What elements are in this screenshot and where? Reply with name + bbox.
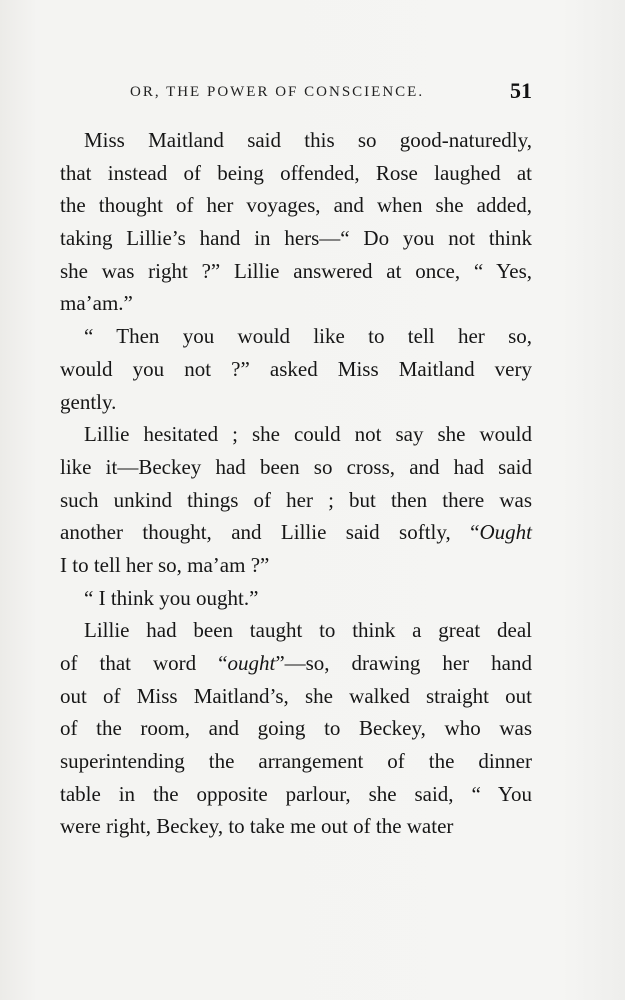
text-line: out of Miss Maitland’s, she walked straight out — [60, 683, 532, 708]
text-line: Lillie hesitated ; she could not say she would — [84, 422, 532, 447]
text-line: the thought of her voyages, and when she added, — [60, 193, 532, 218]
text-line: ma’am.” — [60, 291, 133, 316]
running-head: OR, THE POWER OF CONSCIENCE. — [130, 84, 425, 100]
text-line: “ I think you ought.” — [84, 585, 259, 610]
text-line: like it—Beckey had been so cross, and had said — [60, 454, 532, 479]
italic-word: ought — [227, 651, 276, 675]
text-line: of the room, and going to Beckey, who was — [60, 716, 532, 741]
text-line — [60, 647, 532, 680]
text-line: table in the opposite parlour, she said, “ You — [60, 781, 532, 806]
text-line: Miss Maitland said this so good-naturedly, — [84, 128, 532, 152]
text-segment: ”—so, drawing her hand — [275, 651, 532, 675]
body-text — [60, 124, 532, 843]
text-line: Lillie had been taught to think a great deal — [84, 618, 532, 643]
text-line: would you not ?” asked Miss Maitland very — [60, 356, 532, 381]
page-header — [60, 78, 532, 108]
text-line: taking Lillie’s hand in hers—“ Do you not think — [60, 226, 532, 251]
text-segment: of that word “ — [60, 651, 228, 675]
page-number: 51 — [510, 78, 532, 103]
text-line: superintending the arrangement of the dinner — [60, 749, 532, 774]
text-line: were right, Beckey, to take me out of the water — [60, 814, 454, 839]
text-line: gently. — [60, 389, 117, 414]
text-line: such unkind things of her ; but then there was — [60, 487, 532, 512]
text-line: that instead of being offended, Rose laughed at — [60, 160, 532, 185]
text-segment: another thought, and Lillie said softly, “ — [60, 520, 480, 545]
text-line: I to tell her so, ma’am ?” — [60, 552, 270, 577]
text-line: she was right ?” Lillie answered at once, “ Yes, — [60, 258, 532, 283]
text-line: “ Then you would like to tell her so, — [84, 324, 532, 349]
italic-word: Ought — [479, 520, 532, 545]
text-line — [60, 516, 532, 549]
